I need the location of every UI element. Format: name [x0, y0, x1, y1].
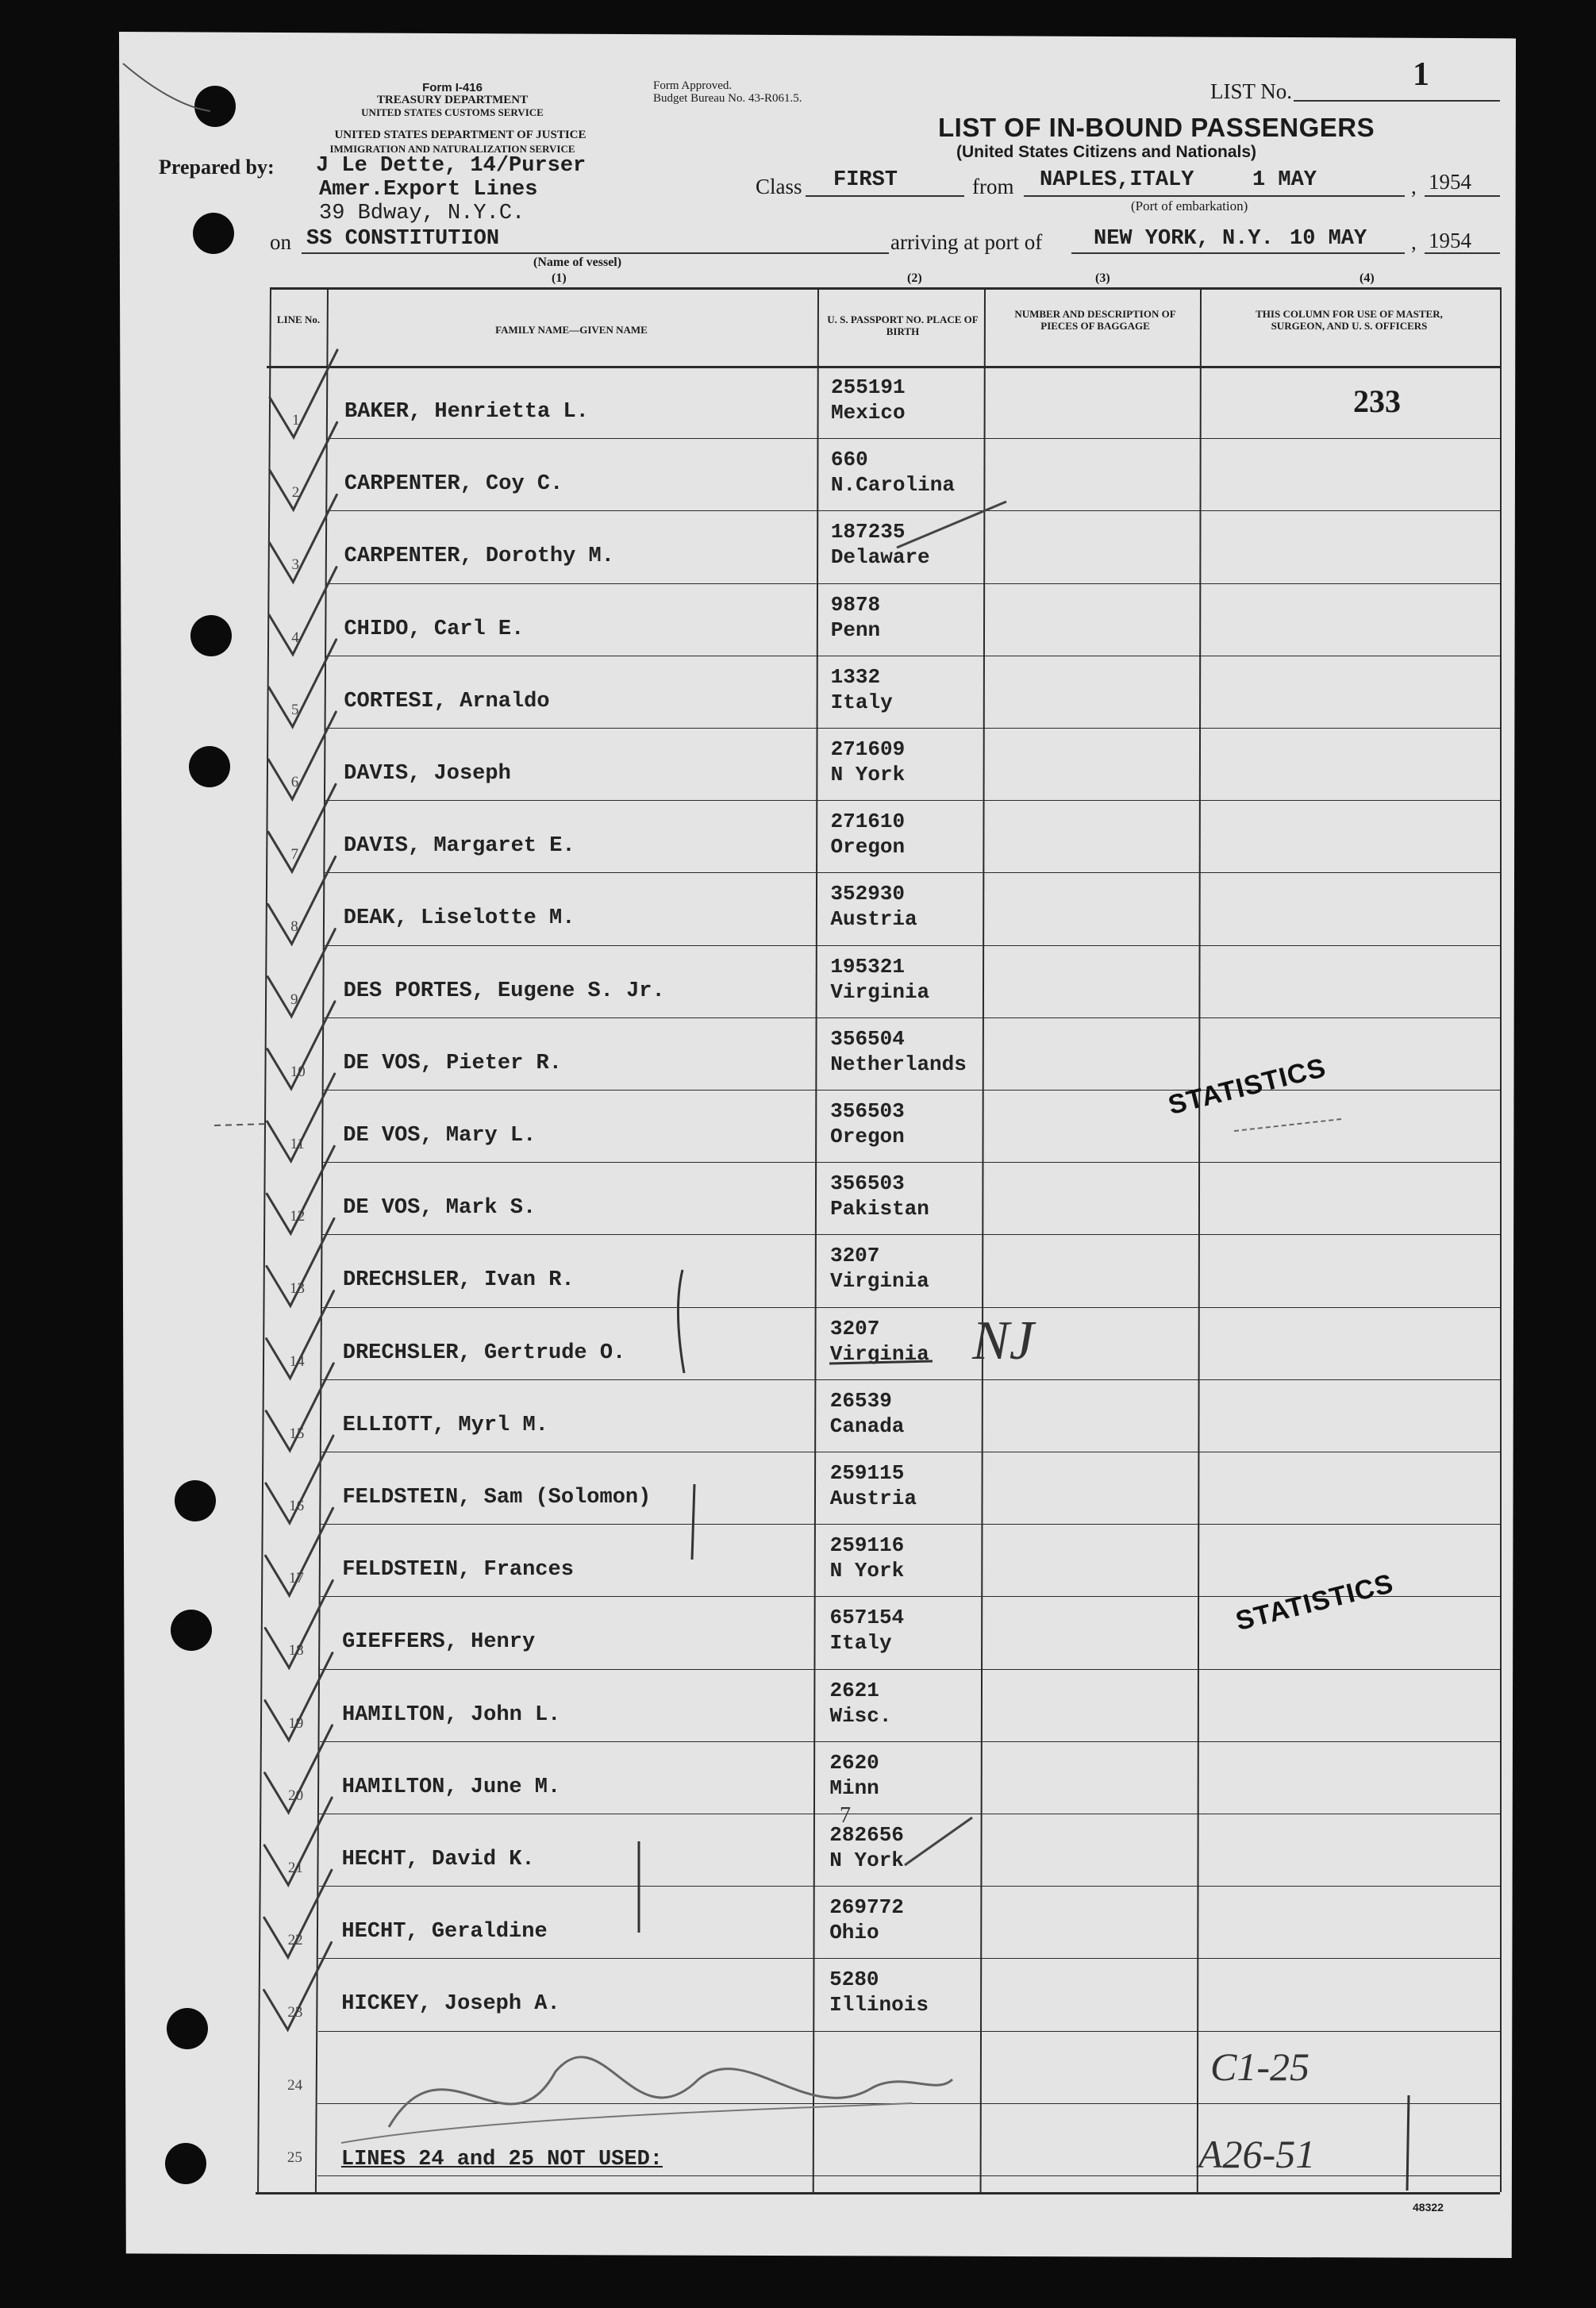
list-number: 1: [1413, 56, 1429, 93]
passport-number: 5280: [829, 1968, 879, 1992]
place-of-birth: N York: [829, 1848, 904, 1872]
passenger-count: 233: [1353, 383, 1401, 419]
vessel-caption: (Name of vessel): [533, 256, 622, 269]
place-of-birth: Pakistan: [830, 1197, 929, 1221]
line-number: 9: [290, 991, 298, 1008]
from-date: 1 MAY: [1252, 168, 1317, 192]
line-number: 12: [290, 1208, 306, 1225]
place-of-birth: Virginia: [830, 979, 930, 1004]
line-number: 19: [288, 1714, 304, 1732]
passenger-name: DRECHSLER, Gertrude O.: [342, 1341, 626, 1365]
line-number: 3: [291, 556, 299, 574]
handwritten-note: C1-25: [1210, 2045, 1309, 2089]
justice-label: UNITED STATES DEPARTMENT OF JUSTICE: [334, 129, 586, 141]
passenger-name: HAMILTON, June M.: [341, 1775, 561, 1799]
passport-number: 1332: [830, 664, 881, 689]
passenger-name: ELLIOTT, Myrl M.: [342, 1413, 548, 1437]
passport-number: 356504: [830, 1026, 905, 1051]
signature: [341, 2103, 913, 2143]
from-year: 1954: [1429, 170, 1471, 194]
passenger-name: LINES 24 and 25 NOT USED:: [340, 2147, 663, 2171]
passenger-name: FELDSTEIN, Sam (Solomon): [342, 1486, 652, 1510]
pen-stroke: [1407, 2095, 1409, 2191]
line-number: 21: [287, 1860, 303, 1876]
place-of-birth: Wisc.: [829, 1703, 892, 1728]
place-of-birth: Virginia: [829, 1269, 929, 1294]
place-of-birth: Italy: [830, 690, 893, 714]
check-mark: [265, 1653, 333, 1741]
arrival-year-comma: ,: [1411, 230, 1417, 254]
line-number: 23: [287, 2004, 303, 2021]
handwritten-note: A26-51: [1198, 2132, 1316, 2176]
passenger-name: DES PORTES, Eugene S. Jr.: [343, 979, 665, 1003]
check-mark: [268, 712, 336, 799]
pen-stroke: [905, 1818, 972, 1865]
pen-stroke: [692, 1484, 694, 1560]
place-of-birth: Ohio: [829, 1921, 879, 1945]
col-num-1: (1): [552, 271, 567, 285]
passenger-name: DE VOS, Mark S.: [343, 1196, 536, 1221]
place-of-birth: N.Carolina: [830, 473, 955, 498]
place-of-birth: Austria: [829, 1487, 917, 1510]
passenger-name: HICKEY, Joseph A.: [341, 1992, 560, 2017]
check-mark: [270, 422, 337, 510]
arriving-label: arriving at port of: [890, 230, 1043, 254]
passenger-name: DAVIS, Joseph: [344, 762, 511, 786]
form-title: LIST OF IN-BOUND PASSENGERS: [938, 113, 1375, 142]
signature: [389, 2057, 952, 2127]
line-number: 5: [290, 701, 299, 718]
passport-number: 187235: [830, 520, 906, 544]
check-mark: [267, 1074, 335, 1161]
passenger-name: FELDSTEIN, Frances: [342, 1558, 574, 1583]
class-value: FIRST: [833, 168, 898, 192]
check-mark: [270, 350, 337, 437]
passenger-name: CARPENTER, Dorothy M.: [344, 544, 614, 569]
stamp-smudge: [1234, 1119, 1341, 1131]
header-officers: THIS COLUMN FOR USE OF MASTER, SURGEON, AND U. S. OFFICERS: [1256, 308, 1443, 332]
list-no-label: LIST No.: [1210, 79, 1293, 103]
passenger-name: CORTESI, Arnaldo: [344, 689, 550, 714]
header-name: FAMILY NAME—GIVEN NAME: [495, 324, 648, 336]
line-number: 22: [287, 1932, 303, 1949]
line-number: 14: [289, 1352, 305, 1370]
prepared-by-line3: 39 Bdway, N.Y.C.: [319, 202, 525, 225]
line-number: 17: [288, 1570, 304, 1587]
check-mark: [267, 929, 335, 1017]
margin-mark: [214, 1124, 270, 1125]
passport-number: 282656: [829, 1823, 904, 1847]
passport-number: 352930: [830, 882, 906, 906]
passenger-name: BAKER, Henrietta L.: [344, 400, 589, 424]
passport-number: 9878: [830, 592, 881, 617]
arrival-year: 1954: [1429, 229, 1471, 252]
passenger-name: HECHT, Geraldine: [341, 1920, 548, 1944]
passenger-name: HAMILTON, John L.: [341, 1702, 561, 1727]
passenger-name: DRECHSLER, Ivan R.: [342, 1268, 575, 1293]
customs-label: UNITED STATES CUSTOMS SERVICE: [361, 106, 544, 118]
ins-label: IMMIGRATION AND NATURALIZATION SERVICE: [329, 143, 575, 155]
handwritten-note: NJ: [972, 1310, 1034, 1371]
line-number: 8: [290, 918, 298, 936]
passenger-name: CARPENTER, Coy C.: [344, 472, 563, 497]
on-label: on: [270, 230, 291, 254]
passport-number: 2621: [829, 1678, 879, 1702]
passport-number: 356503: [830, 1171, 905, 1196]
check-mark: [264, 1942, 332, 2029]
place-of-birth: Canada: [829, 1414, 905, 1438]
from-port: NAPLES,ITALY: [1040, 168, 1194, 192]
statistics-stamp: STATISTICS: [1165, 1052, 1329, 1121]
col-num-4: (4): [1359, 271, 1375, 285]
passport-number: 3207: [829, 1316, 880, 1341]
passport-number: 269772: [829, 1895, 904, 1920]
line-number: 6: [290, 774, 299, 790]
col-num-3: (3): [1095, 271, 1110, 285]
line-number: 7: [290, 846, 298, 864]
check-mark: [269, 494, 337, 582]
statistics-stamp: STATISTICS: [1233, 1568, 1397, 1637]
class-label: Class: [756, 175, 802, 198]
pen-stroke: [897, 502, 1006, 548]
check-mark: [267, 1146, 334, 1233]
header-line-no: LINE No.: [276, 314, 321, 325]
passenger-name: DEAK, Liselotte M.: [343, 906, 575, 931]
passport-number: 2620: [829, 1750, 879, 1775]
passport-number: 259115: [829, 1461, 905, 1485]
line-number: 18: [288, 1642, 304, 1660]
corner-fold: [123, 63, 210, 111]
pen-stroke: [678, 1270, 684, 1373]
line-number: 16: [289, 1498, 305, 1514]
place-of-birth: Penn: [830, 617, 881, 642]
passenger-name: DE VOS, Pieter R.: [343, 1051, 562, 1075]
check-mark: [268, 784, 336, 871]
form-subtitle: (United States Citizens and Nationals): [956, 143, 1257, 161]
place-of-birth: Mexico: [831, 401, 906, 425]
passport-number: 195321: [830, 954, 905, 979]
place-of-birth: Netherlands: [830, 1052, 967, 1076]
place-of-birth: N York: [829, 1559, 905, 1583]
line-number: 24: [287, 2076, 303, 2094]
line-number: 11: [290, 1136, 305, 1152]
passport-number: 271610: [830, 810, 906, 834]
place-of-birth: Virginia: [829, 1341, 929, 1366]
check-mark: [267, 1218, 334, 1306]
passport-number: 255191: [831, 375, 906, 399]
prepared-by-label: Prepared by:: [159, 156, 275, 179]
passenger-name: DE VOS, Mary L.: [343, 1124, 536, 1148]
check-mark: [269, 567, 337, 655]
line-number: 2: [291, 484, 300, 502]
line-number: 13: [289, 1280, 305, 1298]
place-of-birth: Minn: [829, 1775, 879, 1800]
check-mark: [266, 1364, 333, 1451]
budget-bureau: Budget Bureau No. 43-R061.5.: [653, 92, 802, 105]
place-of-birth: Oregon: [830, 1125, 905, 1148]
line-number: 4: [291, 629, 299, 646]
check-mark: [264, 1798, 332, 1885]
col-num-2: (2): [907, 271, 922, 285]
vessel-name: SS CONSTITUTION: [306, 227, 500, 251]
passport-number: 3207: [829, 1244, 880, 1268]
place-of-birth: Delaware: [830, 545, 930, 570]
line-number: 25: [287, 2148, 302, 2166]
line-number: 10: [290, 1063, 306, 1080]
passenger-name: HECHT, David K.: [341, 1848, 535, 1871]
passport-number: 259116: [829, 1533, 905, 1558]
line-number: 1: [292, 412, 300, 429]
strike-through: [829, 1361, 933, 1364]
place-of-birth: Austria: [830, 907, 917, 932]
from-year-comma: ,: [1411, 175, 1417, 198]
line-number: 15: [289, 1425, 305, 1442]
check-mark: [265, 1580, 333, 1668]
check-mark: [264, 1870, 332, 1957]
form-number: Form I-416: [422, 81, 483, 94]
form-code: 48322: [1413, 2201, 1444, 2214]
header-baggage: NUMBER AND DESCRIPTION OF PIECES OF BAGGAGE: [1014, 308, 1176, 332]
passenger-name: GIEFFERS, Henry: [342, 1630, 536, 1655]
passenger-name: CHIDO, Carl E.: [344, 617, 525, 641]
check-mark: [267, 1291, 334, 1379]
check-marks: [264, 350, 337, 2029]
line-number: 20: [288, 1787, 304, 1804]
passport-number: 657154: [829, 1606, 905, 1630]
check-mark: [267, 1002, 335, 1089]
embark-caption: (Port of embarkation): [1131, 198, 1248, 213]
arrival-date: 10 MAY: [1290, 227, 1367, 251]
handwritten-correction: 7: [840, 1803, 851, 1828]
place-of-birth: Oregon: [830, 835, 906, 860]
passport-number: 26539: [829, 1388, 892, 1413]
header-passport: U. S. PASSPORT NO. PLACE OF BIRTH: [827, 314, 979, 337]
place-of-birth: Illinois: [829, 1993, 929, 2018]
treasury-label: TREASURY DEPARTMENT: [376, 94, 529, 106]
check-mark: [265, 1725, 333, 1813]
check-mark: [266, 1508, 333, 1595]
check-mark: [269, 640, 337, 727]
check-mark: [266, 1436, 333, 1523]
check-mark: [268, 856, 336, 944]
place-of-birth: N York: [830, 763, 906, 787]
prepared-by-line2: Amer.Export Lines: [319, 178, 538, 202]
place-of-birth: Italy: [829, 1631, 892, 1656]
form-approved: Form Approved.: [653, 79, 733, 92]
from-label: from: [972, 175, 1014, 198]
passenger-name: DAVIS, Margaret E.: [343, 834, 575, 859]
passport-number: 356503: [830, 1099, 905, 1123]
passport-number: 660: [830, 448, 868, 472]
arrival-port: NEW YORK, N.Y.: [1094, 227, 1274, 251]
prepared-by-line1: J Le Dette, 14/Purser: [316, 154, 586, 178]
passport-number: 271609: [830, 737, 906, 761]
